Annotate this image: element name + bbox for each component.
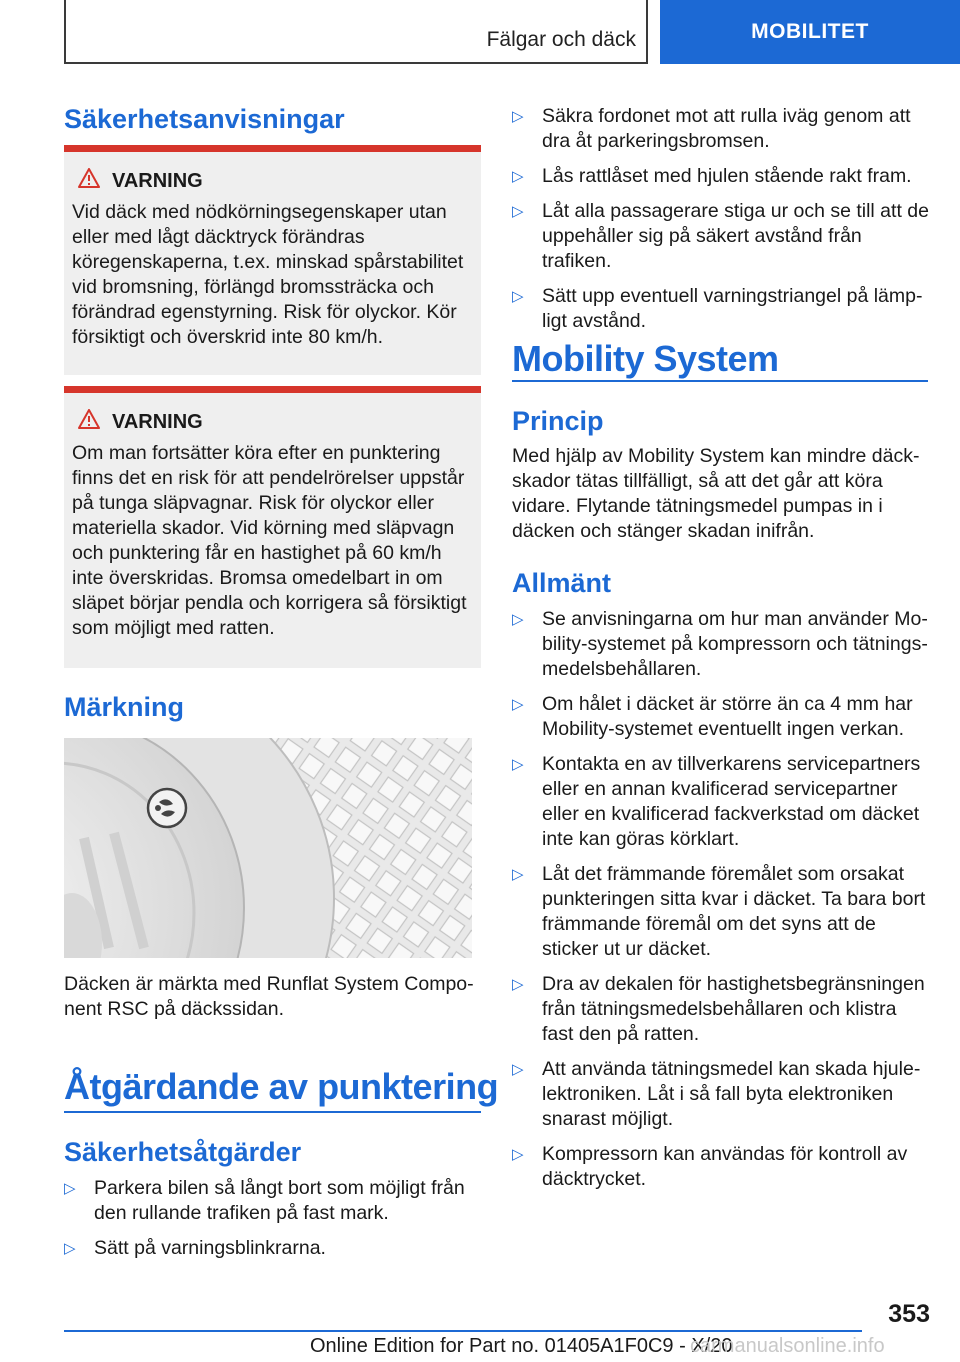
triangle-right-icon: ▷ xyxy=(512,1146,524,1163)
warning-triangle-icon xyxy=(78,168,100,194)
marking-heading: Märkning xyxy=(64,692,185,722)
measures-list-right xyxy=(512,104,930,344)
list-item: ▷ Lås rattlåset med hjulen stående rakt fram. xyxy=(512,165,912,187)
watermark: carmanualsonline.info xyxy=(690,1335,885,1357)
list-item: ▷ Parkera bilen så långt bort som möjligt från den rullande trafiken på fast mark. xyxy=(64,1177,465,1224)
list-item: ▷ Sätt på varningsblinkrarna. xyxy=(64,1237,326,1259)
warning-label: VARNING xyxy=(112,410,203,433)
list-item: ▷ Sätt upp eventuell varningstriangel på lämpligt avstånd. xyxy=(512,285,923,332)
list-item: ▷ Dra av dekalen för hastighetsbegränsningen från tätningsmedelsbehållaren och klistra fast den på ratten. xyxy=(512,973,925,1045)
triangle-right-icon: ▷ xyxy=(512,108,524,125)
list-item: ▷ Om hålet i däcket är större än ca 4 mm har Mobility-systemet eventuellt ingen verkan. xyxy=(512,693,913,740)
measures-list-left xyxy=(64,1176,474,1271)
heading-underline xyxy=(512,380,928,382)
list-item: ▷ Kontakta en av tillverkarens servicepartners eller en annan kvalificerad servicepartner eller en kvalificerad fackverkstad om däcket inte kan göras körklart. xyxy=(512,753,921,850)
list-item: ▷ Låt det främmande föremålet som orsakat punkteringen sitta kvar i däcket. Ta bara bort främmande föremål om det syns att de sticker ut ur däcket. xyxy=(512,863,926,960)
triangle-right-icon: ▷ xyxy=(512,168,524,185)
general-list xyxy=(512,607,930,1202)
triangle-right-icon: ▷ xyxy=(512,976,524,993)
puncture-heading: Åtgärdande av punktering xyxy=(64,1066,499,1107)
general-heading: Allmänt xyxy=(512,568,612,598)
heading-underline xyxy=(64,1111,481,1113)
warning-header xyxy=(78,409,473,435)
triangle-right-icon: ▷ xyxy=(512,696,524,713)
header-chapter-tab[interactable]: MOBILITET xyxy=(660,0,960,64)
header-section-title: Fälgar och däck xyxy=(486,28,636,51)
list-item: ▷ Att använda tätningsmedel kan skada hjulelektroniken. Låt i så fall byta elektroniken snarast möjligt. xyxy=(512,1058,921,1130)
triangle-right-icon: ▷ xyxy=(512,866,524,883)
list-item: ▷ Säkra fordonet mot att rulla iväg genom att dra åt parkeringsbromsen. xyxy=(512,105,911,152)
triangle-right-icon: ▷ xyxy=(512,288,524,305)
list-item: ▷ Låt alla passagerare stiga ur och se till att de uppehåller sig på säkert avstånd från trafiken. xyxy=(512,200,929,272)
measures-heading: Säkerhetsåtgärder xyxy=(64,1137,302,1167)
edition-text: Online Edition for Part no. 01405A1F0C9 - X/20 xyxy=(310,1335,733,1357)
triangle-right-icon: ▷ xyxy=(512,203,524,220)
list-item: ▷ Kompressorn kan användas för kontroll av däcktrycket. xyxy=(512,1143,908,1190)
warning-header xyxy=(78,168,473,194)
principle-heading: Princip xyxy=(512,406,604,436)
triangle-right-icon: ▷ xyxy=(512,756,524,773)
page-number: 353 xyxy=(888,1300,930,1328)
safety-heading: Säkerhetsanvisningar xyxy=(64,104,345,134)
triangle-right-icon: ▷ xyxy=(512,1061,524,1078)
warning-box-1 xyxy=(64,145,481,375)
mobility-heading: Mobility System xyxy=(512,338,779,379)
tire-rsc-marking-image xyxy=(64,738,472,958)
warning-text: Om man fortsätter köra efter en punktering finns det en risk för att pendelrörelser uppstår på tunga släpvagnar. Risk för olyckor eller materiella skador. Vid körning med släpvagn och punktering får en hastighet på 60 km/h inte överskridas. Bromsa omedelbart in om släpet börjar pendla och korrigera så försiktigt som möjligt med ratten. xyxy=(72,442,467,639)
triangle-right-icon: ▷ xyxy=(64,1240,76,1257)
principle-text: Med hjälp av Mobility System kan mindre däckskador tätas tillfälligt, så att det går att köra vidare. Flytande tätningsmedel pumpas in i däcken och stänger skadan inifrån. xyxy=(512,445,920,542)
warning-label: VARNING xyxy=(112,169,203,192)
warning-triangle-icon xyxy=(78,409,100,435)
triangle-right-icon: ▷ xyxy=(512,611,524,628)
warning-box-2 xyxy=(64,386,481,668)
triangle-right-icon: ▷ xyxy=(64,1180,76,1197)
footer-divider xyxy=(64,1330,862,1332)
marking-caption: Däcken är märkta med Runflat System Component RSC på däckssidan. xyxy=(64,973,474,1020)
warning-text: Vid däck med nödkörningsegenskaper utan eller med lågt däcktryck förändras köregenskaperna, t.ex. minskad spårstabilitet vid bromsning, förlängd bromssträcka och förändrad egenstyrning. Risk för olyckor. Kör försiktigt och överskrid inte 80 km/h. xyxy=(72,201,464,348)
list-item: ▷ Se anvisningarna om hur man använder Mobility-systemet på kompressorn och tätningsmedelsbehållaren. xyxy=(512,608,928,680)
